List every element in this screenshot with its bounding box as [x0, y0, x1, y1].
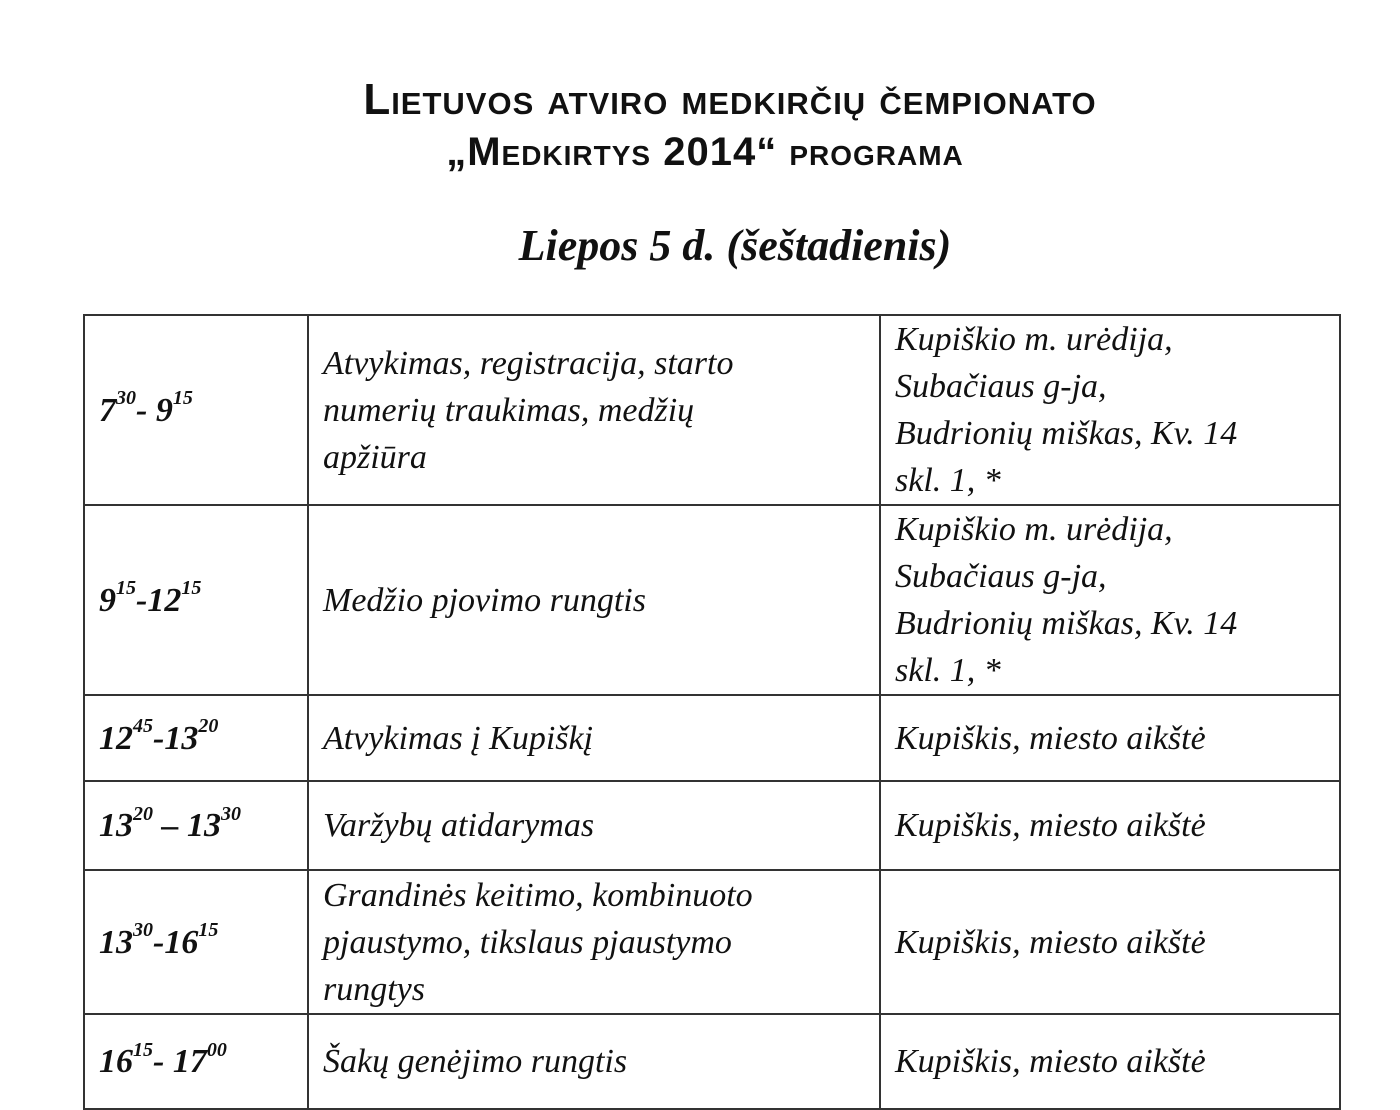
time-separator: -	[153, 923, 165, 961]
activity-line: Atvykimas į Kupiškį	[323, 719, 594, 757]
start-hour: 7	[99, 391, 116, 429]
start-minute: 30	[116, 387, 136, 410]
schedule-location	[880, 1014, 1340, 1109]
location-line: skl. 1, *	[895, 652, 1001, 689]
location-line: Kupiškio m. urėdija,	[895, 511, 1173, 548]
schedule-time	[84, 695, 308, 781]
activity-line: numerių traukimas, medžių	[323, 391, 695, 429]
location-line: skl. 1, *	[895, 462, 1001, 499]
end-minute: 15	[172, 387, 193, 410]
start-minute: 15	[133, 1038, 153, 1061]
start-hour: 12	[99, 719, 133, 757]
schedule-location	[880, 315, 1340, 505]
schedule-row	[84, 505, 1340, 695]
activity-line: apžiūra	[323, 438, 427, 476]
location-line: Budrionių miškas, Kv. 14	[895, 605, 1238, 642]
schedule-activity	[308, 695, 880, 781]
time-separator: -	[136, 391, 156, 429]
time-separator: -	[153, 719, 165, 757]
end-minute: 15	[181, 577, 202, 600]
end-hour: 13	[187, 807, 221, 844]
title-line-2: „Medkirtys 2014“ programa	[446, 130, 964, 174]
location-line: Kupiškis, miesto aikštė	[895, 923, 1206, 961]
location-line: Budrionių miškas, Kv. 14	[895, 415, 1238, 452]
end-minute: 30	[221, 802, 241, 825]
document-title	[0, 72, 1400, 176]
schedule-row	[84, 781, 1340, 870]
start-minute: 15	[116, 577, 136, 600]
location-line: Subačiaus g-ja,	[895, 368, 1107, 405]
schedule-row	[84, 870, 1340, 1014]
start-minute: 20	[133, 802, 153, 825]
schedule-row	[84, 315, 1340, 505]
end-hour: 12	[147, 581, 182, 619]
time-separator: -	[153, 1043, 173, 1080]
activity-line: Šakų genėjimo rungtis	[323, 1043, 628, 1080]
activity-line: Medžio pjovimo rungtis	[323, 581, 646, 619]
location-line: Kupiškis, miesto aikštė	[895, 719, 1206, 757]
schedule-time	[84, 870, 308, 1014]
end-hour: 13	[164, 719, 199, 757]
schedule-activity	[308, 870, 880, 1014]
schedule-time	[84, 505, 308, 695]
activity-line: rungtys	[323, 970, 425, 1008]
start-minute: 45	[133, 715, 153, 738]
end-hour: 16	[164, 923, 199, 961]
end-hour: 17	[172, 1043, 207, 1080]
start-hour: 9	[99, 581, 116, 619]
end-hour: 9	[155, 391, 173, 429]
championship-logo	[590, 0, 860, 12]
schedule-location	[880, 695, 1340, 781]
start-hour: 13	[99, 923, 133, 961]
time-separator: -	[136, 581, 148, 619]
schedule-location	[880, 870, 1340, 1014]
schedule-table	[83, 314, 1341, 1110]
schedule-activity	[308, 505, 880, 695]
schedule-row	[84, 695, 1340, 781]
end-minute: 15	[198, 919, 219, 942]
start-hour: 16	[99, 1043, 133, 1080]
title-line-1: Lietuvos atviro medkirčių čempionato	[363, 75, 1097, 124]
activity-line: Atvykimas, registracija, starto	[323, 344, 734, 382]
activity-line: Varžybų atidarymas	[323, 807, 595, 844]
schedule-location	[880, 505, 1340, 695]
schedule-location	[880, 781, 1340, 870]
schedule-activity	[308, 781, 880, 870]
location-line: Kupiškis, miesto aikštė	[895, 1043, 1206, 1080]
schedule-time	[84, 781, 308, 870]
schedule-time	[84, 1014, 308, 1109]
start-minute: 30	[133, 919, 153, 942]
location-line: Kupiškis, miesto aikštė	[895, 807, 1206, 844]
schedule-time	[84, 315, 308, 505]
schedule-activity	[308, 1014, 880, 1109]
logo-arc-icon	[590, 0, 860, 12]
activity-line: pjaustymo, tikslaus pjaustymo	[323, 923, 732, 961]
activity-line: Grandinės keitimo, kombinuoto	[323, 876, 753, 914]
schedule-row	[84, 1014, 1340, 1109]
schedule-activity	[308, 315, 880, 505]
location-line: Kupiškio m. urėdija,	[895, 321, 1173, 358]
time-separator: –	[153, 807, 187, 844]
schedule-body	[84, 315, 1340, 1109]
end-minute: 20	[198, 715, 219, 738]
end-minute: 00	[206, 1038, 227, 1061]
location-line: Subačiaus g-ja,	[895, 558, 1107, 595]
date-heading: Liepos 5 d. (šeštadienis)	[518, 221, 952, 270]
start-hour: 13	[99, 807, 133, 844]
